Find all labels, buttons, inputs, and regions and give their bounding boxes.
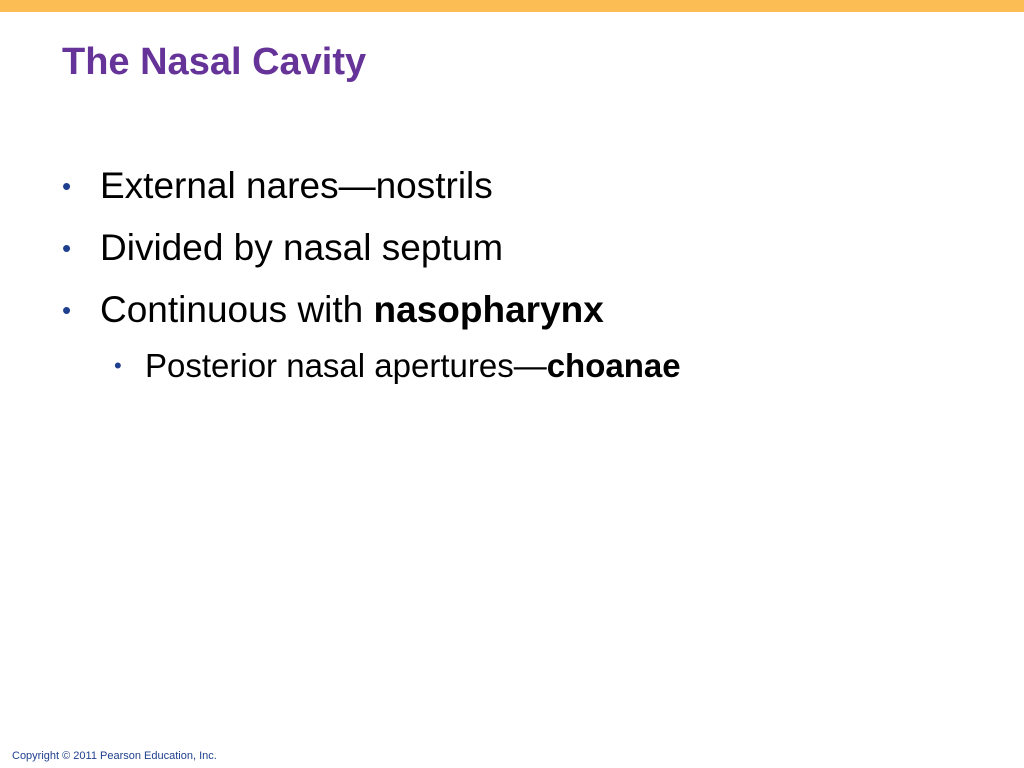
bullet-dot-icon: • xyxy=(62,295,72,325)
top-accent-bar xyxy=(0,0,1024,12)
bullet-item xyxy=(62,224,962,286)
copyright-footer: Copyright © 2011 Pearson Education, Inc. xyxy=(12,750,217,762)
bullet-list xyxy=(62,162,962,396)
sub-bullet-dot-icon: • xyxy=(114,353,122,378)
sub-bullet-text-group xyxy=(145,344,681,388)
bullet-item xyxy=(62,286,962,348)
bullet-text: Continuous with xyxy=(100,289,374,330)
bullet-text-group xyxy=(100,286,604,334)
bullet-dot-icon: • xyxy=(62,233,72,263)
sub-bullet-emphasis-term: choanae xyxy=(546,347,681,384)
bullet-dot-icon: • xyxy=(62,171,72,201)
bullet-text: Divided by nasal septum xyxy=(100,227,504,268)
bullet-emphasis-term: nasopharynx xyxy=(373,289,604,330)
sub-bullet-item xyxy=(114,344,962,396)
bullet-text: External nares—nostrils xyxy=(100,165,493,206)
slide-title: The Nasal Cavity xyxy=(62,41,367,83)
sub-bullet-text: Posterior nasal apertures— xyxy=(145,347,547,384)
bullet-item xyxy=(62,162,962,224)
